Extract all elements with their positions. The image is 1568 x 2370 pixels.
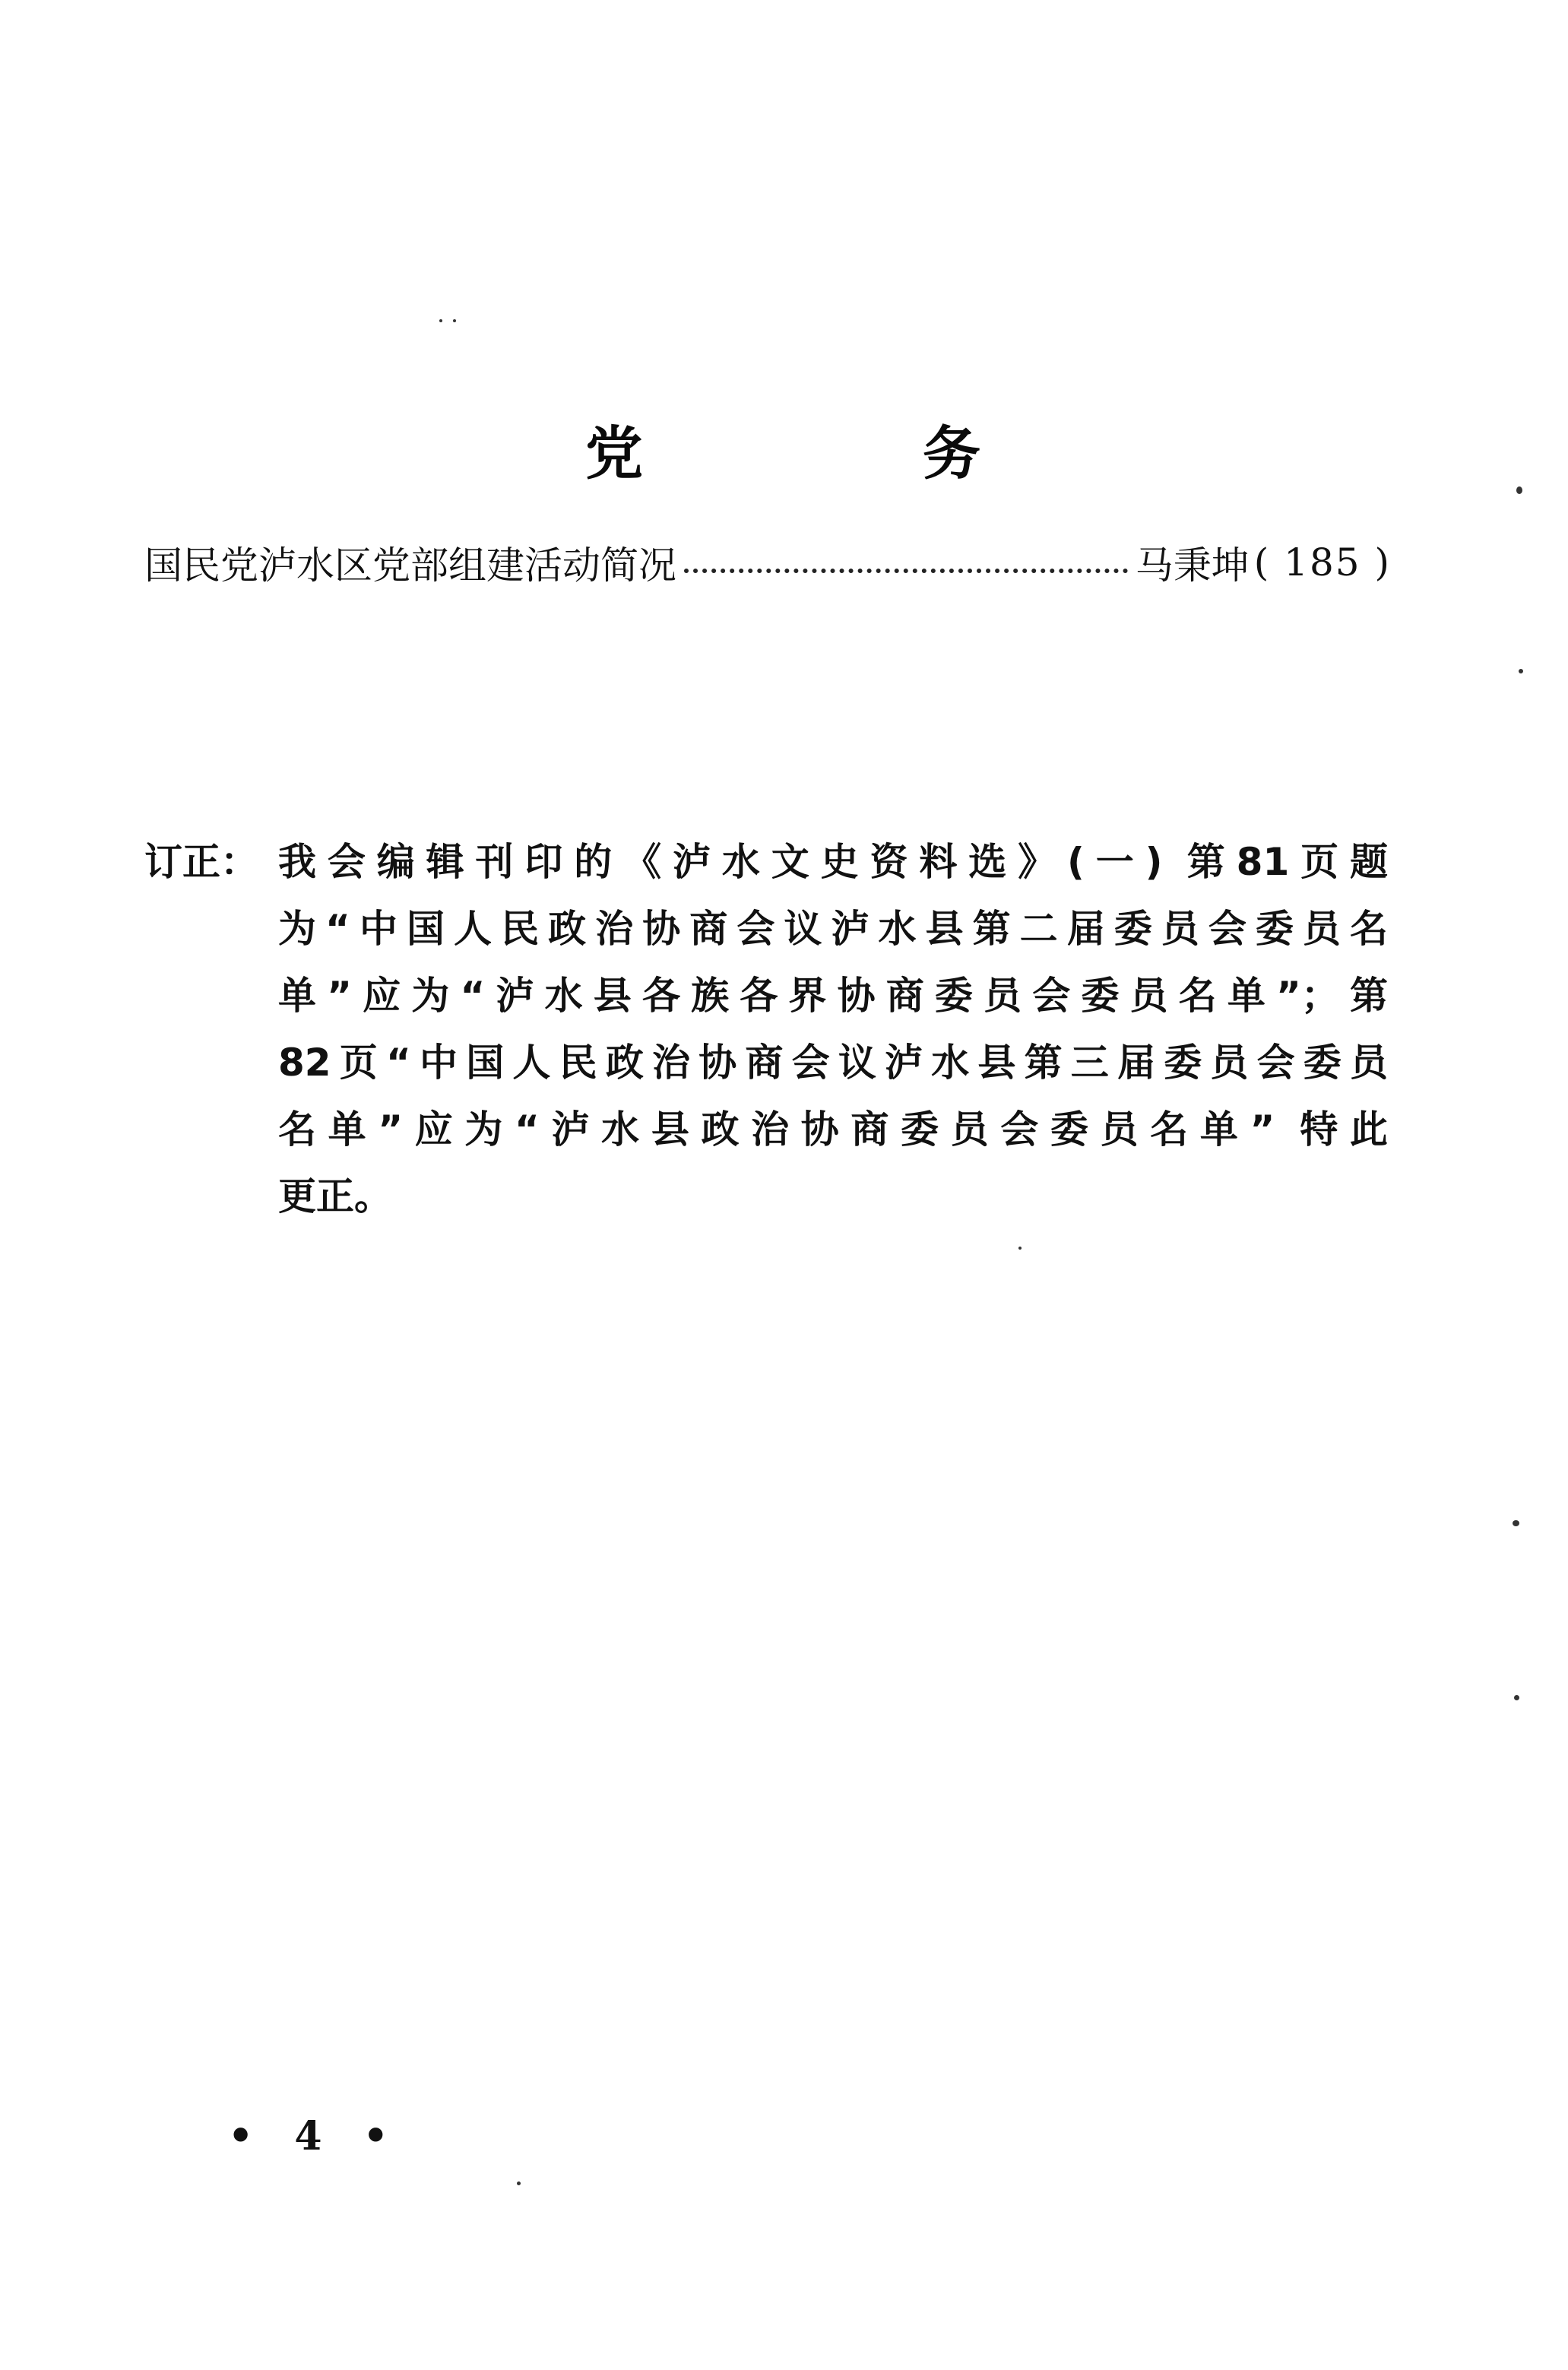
scan-speck xyxy=(1514,1695,1519,1700)
correction-line: 名单”应为“泸水县政治协商委员会委员名单” 特此 xyxy=(278,1107,1388,1152)
toc-entry-title: 国民党泸水区党部组建活动简况 xyxy=(144,543,676,588)
toc-entry-page: ( 185 ) xyxy=(1253,540,1391,585)
section-heading-char-2: 务 xyxy=(923,419,980,487)
toc-entry xyxy=(144,532,1391,593)
scan-speck xyxy=(1519,669,1523,673)
correction-label: 订正： xyxy=(144,840,258,884)
section-heading-char-1: 党 xyxy=(585,419,643,487)
correction-line: 82页“中国人民政治协商会议泸水县第三届委员会委员 xyxy=(278,1041,1388,1085)
scan-speck xyxy=(453,319,456,322)
toc-dot-leader xyxy=(684,569,1128,573)
scan-speck xyxy=(439,319,442,322)
toc-entry-author: 马秉坤 xyxy=(1135,543,1250,588)
correction-line: 为“中国人民政治协商会议泸水县第二届委员会委员名 xyxy=(278,907,1388,951)
page-number: • 4 • xyxy=(228,2113,402,2159)
scan-speck xyxy=(517,2181,521,2185)
section-heading xyxy=(585,407,980,490)
correction-line: 我会编辑刊印的《泸水文史资料选》(一) 第81页题 xyxy=(278,840,1388,884)
scan-speck xyxy=(1018,1247,1022,1250)
correction-line: 单”应为“泸水县各族各界协商委员会委员名单”；第 xyxy=(278,974,1388,1018)
scan-speck xyxy=(1513,1520,1519,1526)
scan-speck xyxy=(1516,486,1522,494)
correction-line: 更正。 xyxy=(278,1174,392,1218)
